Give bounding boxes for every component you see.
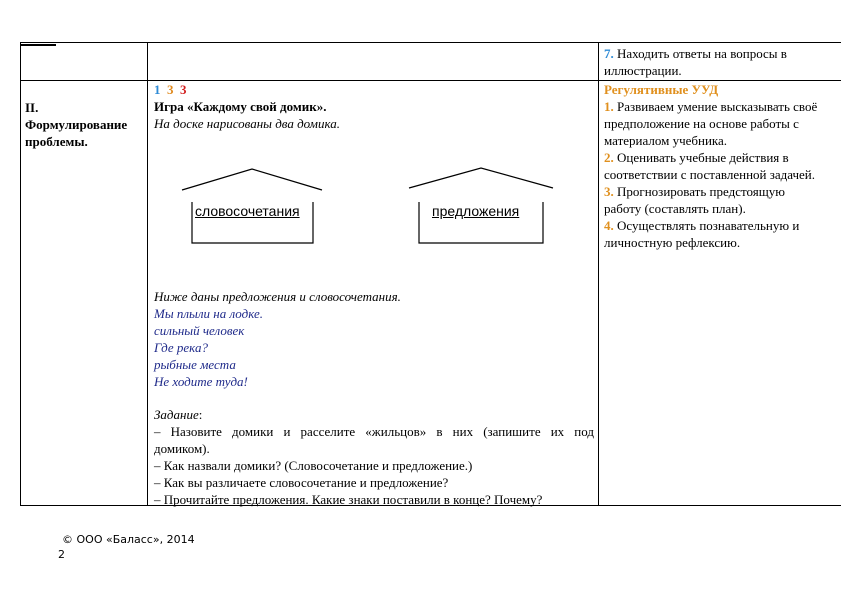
table-left-border	[20, 42, 21, 506]
uud-item	[604, 217, 799, 234]
uud-item-line: личностную рефлексию.	[604, 235, 741, 250]
row1-right-line2: иллюстрации.	[604, 63, 682, 78]
item-number: 7.	[604, 46, 614, 61]
slide-numbers	[154, 81, 187, 98]
uud-item-line: работу (составлять план).	[604, 201, 746, 216]
uud-item-line: соответствии с поставленной задачей.	[604, 167, 816, 182]
uud-heading: Регулятивные УУД	[604, 82, 719, 97]
item-text: Осуществлять познавательную и	[613, 218, 800, 233]
cut-mark	[20, 44, 56, 46]
task-line: – Назовите домики и расселите «жильцов» в них (запишите их под	[154, 424, 594, 439]
uud-item	[604, 98, 817, 115]
item-text: Оценивать учебные действия в	[613, 150, 789, 165]
list-item: Не ходите туда!	[154, 374, 248, 389]
slide-number: 1	[154, 82, 161, 97]
house-sentences	[407, 166, 555, 246]
house-phrases	[180, 166, 325, 246]
task-line: – Прочитайте предложения. Какие знаки поставили в конце? Почему?	[154, 492, 543, 507]
item-number: 1.	[604, 99, 614, 114]
item-text: Находить ответы на вопросы в	[613, 46, 787, 61]
uud-item-line: материалом учебника.	[604, 133, 728, 148]
list-intro: Ниже даны предложения и словосочетания.	[154, 289, 401, 304]
table-top-border	[20, 42, 841, 43]
column-divider	[598, 42, 599, 506]
uud-item-line: предположение на основе работы с	[604, 116, 799, 131]
item-text: Прогнозировать предстоящую	[613, 184, 785, 199]
slide-number: 3	[180, 82, 187, 97]
task-line: домиком).	[154, 441, 210, 456]
item-number: 4.	[604, 218, 614, 233]
column-divider	[147, 42, 148, 506]
uud-item	[604, 183, 785, 200]
stage-title-line1: Формулирование	[25, 117, 128, 132]
house-label: словосочетания	[195, 203, 300, 219]
list-item: Мы плыли на лодке.	[154, 306, 263, 321]
task-heading	[154, 406, 202, 423]
item-number: 3.	[604, 184, 614, 199]
row1-right-line1	[604, 45, 787, 62]
page-number: 2	[58, 548, 65, 561]
task-colon: :	[198, 407, 203, 422]
list-item: рыбные места	[154, 357, 236, 372]
list-item: сильный человек	[154, 323, 245, 338]
copyright: © ООО «Баласс», 2014	[62, 533, 195, 546]
slide-number: 3	[167, 82, 174, 97]
task-line: – Как назвали домики? (Словосочетание и предложение.)	[154, 458, 473, 473]
stage-title-line2: проблемы.	[25, 134, 88, 149]
task-line: – Как вы различаете словосочетание и предложение?	[154, 475, 449, 490]
game-intro: На доске нарисованы два домика.	[154, 116, 340, 131]
game-title: Игра «Каждому свой домик».	[154, 99, 327, 114]
task-label: Задание	[154, 407, 199, 422]
list-item: Где река?	[154, 340, 208, 355]
item-text: Развиваем умение высказывать своё	[613, 99, 818, 114]
item-number: 2.	[604, 150, 614, 165]
stage-number: II.	[25, 100, 39, 115]
house-label: предложения	[432, 203, 520, 219]
uud-item	[604, 149, 789, 166]
